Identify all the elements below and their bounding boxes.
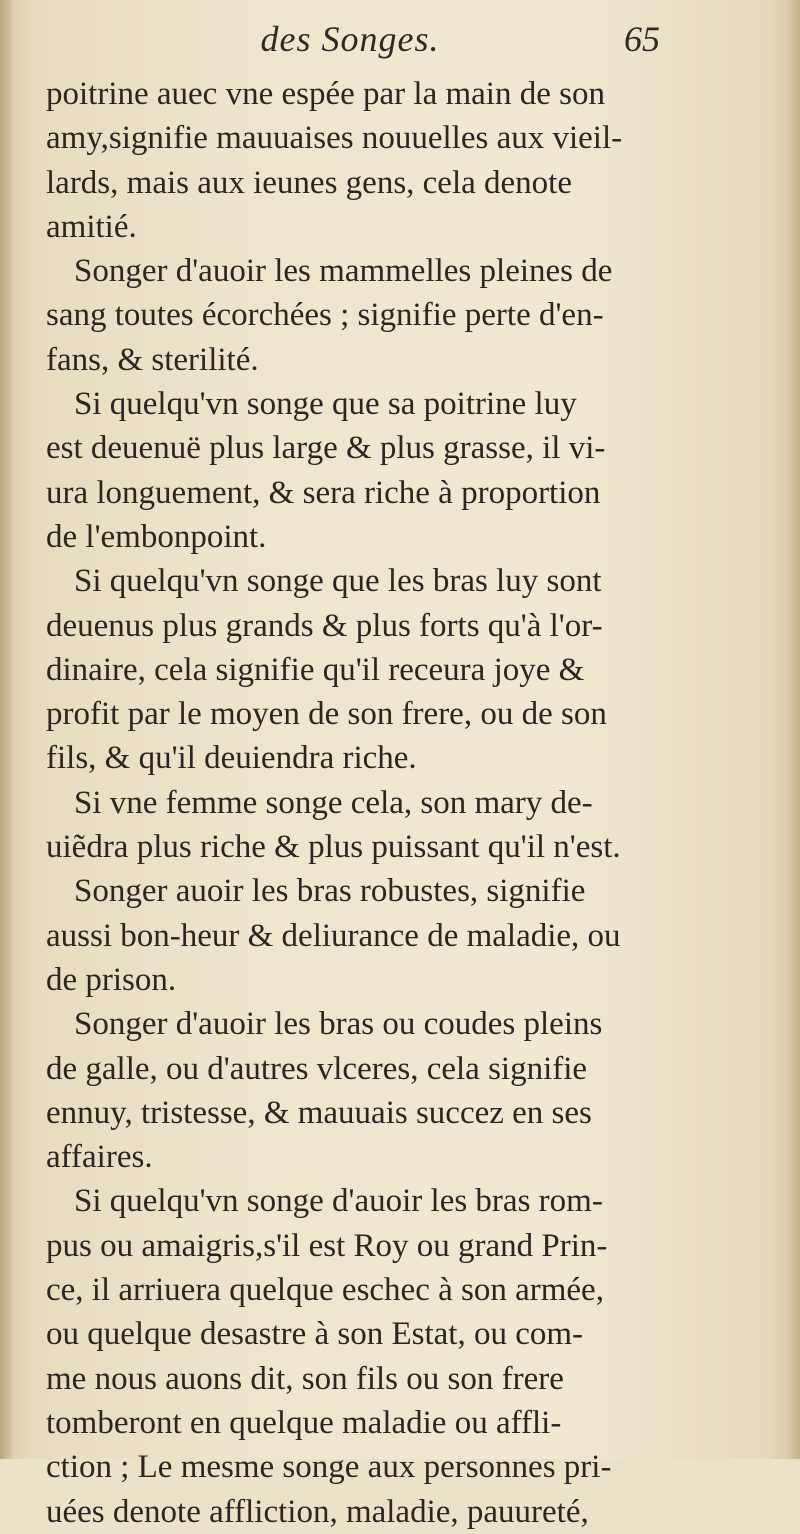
text-line: de l'embonpoint. xyxy=(46,518,267,555)
text-line: tomberont en quelque maladie ou affli- xyxy=(46,1404,562,1441)
running-head: des Songes. xyxy=(260,19,440,59)
text-line: Si quelqu'vn songe d'auoir les bras rom- xyxy=(74,1183,603,1220)
text-line: ura longuement, & sera riche à proportion xyxy=(46,474,601,511)
text-line: est deuenuë plus large & plus grasse, il vi- xyxy=(46,430,606,467)
text-line: fils, & qu'il deuiendra riche. xyxy=(46,740,417,777)
text-line: poitrine auec vne espée par la main de son xyxy=(46,76,605,112)
text-line: Si vne femme songe cela, son mary de- xyxy=(74,784,593,821)
text-line: ennuy, tristesse, & mauuais succez en ses xyxy=(46,1094,592,1131)
text-line: de galle, ou d'autres vlceres, cela signifie xyxy=(46,1050,588,1087)
text-line: fans, & sterilité. xyxy=(46,341,259,378)
text-line: dinaire, cela signifie qu'il receura joye & xyxy=(46,651,585,688)
text-line: pus ou amaigris,s'il est Roy ou grand Prin- xyxy=(46,1227,608,1264)
text-line: lards, mais aux ieunes gens, cela denote xyxy=(46,164,572,201)
text-line: Si quelqu'vn songe que sa poitrine luy xyxy=(74,386,577,423)
text-line: amitié. xyxy=(46,208,137,245)
text-line: Songer auoir les bras robustes, signifie xyxy=(74,873,586,910)
body-text xyxy=(46,72,674,1534)
text-line: ction ; Le mesme songe aux personnes pri- xyxy=(46,1449,612,1486)
text-line: Si quelqu'vn songe que les bras luy sont xyxy=(74,563,602,600)
text-line: uiẽdra plus riche & plus puissant qu'il n'est. xyxy=(46,829,621,866)
text-line: deuenus plus grands & plus forts qu'à l'or- xyxy=(46,607,603,644)
text-line: Songer d'auoir les bras ou coudes pleins xyxy=(74,1006,603,1043)
text-line: uées denote affliction, maladie, pauureté, xyxy=(46,1493,589,1530)
text-line: me nous auons dit, son fils ou son frere xyxy=(46,1360,564,1397)
text-line: affaires. xyxy=(46,1139,153,1176)
page-number: 65 xyxy=(624,19,660,59)
text-line: ce, il arriuera quelque eschec à son armée, xyxy=(46,1272,604,1309)
text-line: amy,signifie mauuaises nouuelles aux vieil- xyxy=(46,120,623,157)
text-line: aussi bon-heur & deliurance de maladie, ou xyxy=(46,917,621,954)
text-line: Songer d'auoir les mammelles pleines de xyxy=(74,253,613,290)
text-line: ou quelque desastre à son Estat, ou com- xyxy=(46,1316,584,1353)
text-line: profit par le moyen de son frere, ou de son xyxy=(46,696,607,733)
text-line: de prison. xyxy=(46,961,177,998)
text-line: sang toutes écorchées ; signifie perte d'en- xyxy=(46,297,604,334)
page-header xyxy=(0,14,800,64)
